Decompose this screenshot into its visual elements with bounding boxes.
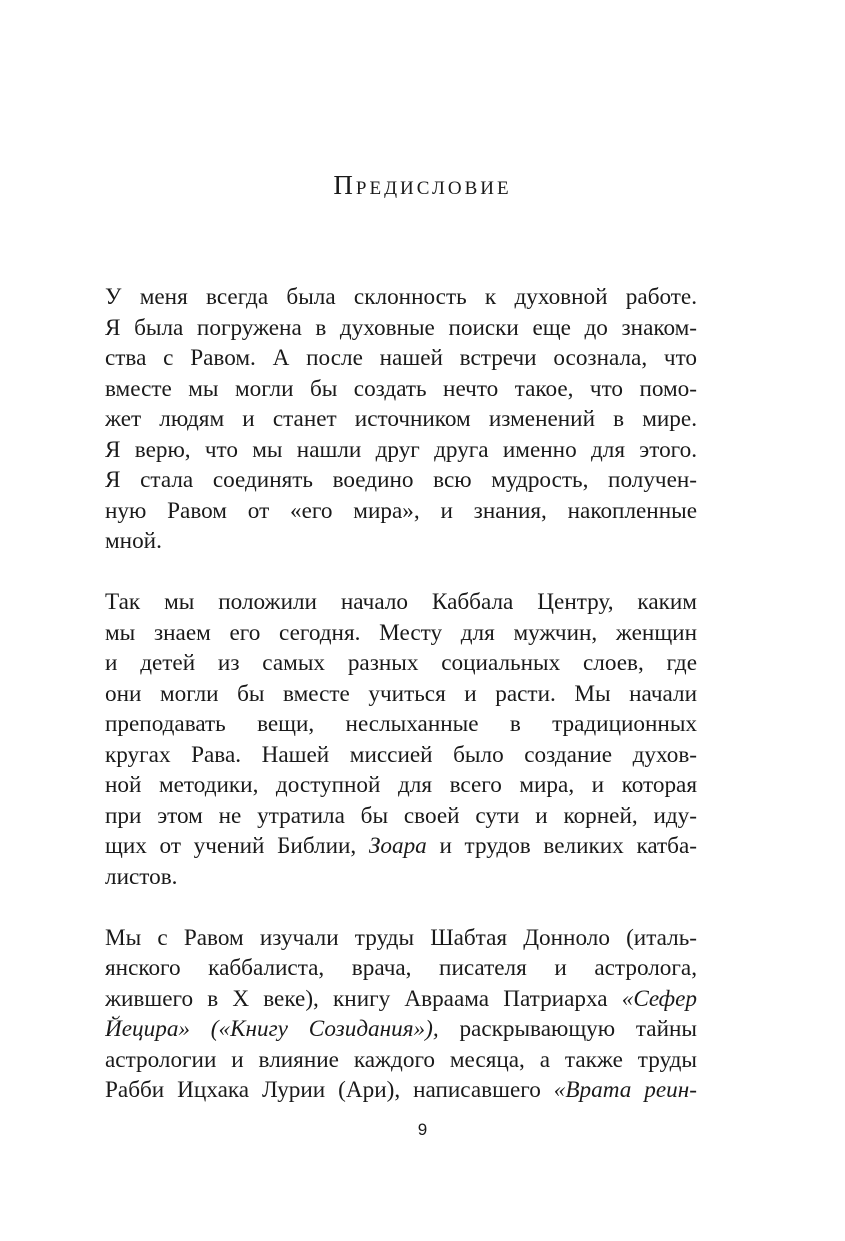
body-text — [105, 282, 697, 1106]
text-line: Рабби Ицхака Лурии (Ари), написавшего «Врата реин- — [105, 1077, 697, 1103]
text-line: Я была погружена в духовные поиски еще до знаком- — [105, 314, 697, 341]
text-line: жившего в X веке), книгу Авраама Патриарха «Сефер — [105, 985, 697, 1012]
text-line: они могли бы вместе учиться и расти. Мы начали — [105, 680, 697, 707]
paragraph-gap — [105, 892, 697, 923]
text-line: преподавать вещи, неслыханные в традиционных — [105, 711, 697, 737]
text-line: астрологии и влияние каждого месяца, а также труды — [105, 1046, 697, 1073]
italic-title: «Врата реин- — [553, 1077, 697, 1103]
text-line: У меня всегда была склонность к духовной работе. — [105, 284, 697, 310]
text-line: ства с Равом. А после нашей встречи осознала, что — [105, 345, 697, 371]
italic-title: Йецира» («Книгу Созидания»), — [105, 1016, 439, 1042]
text-line: мы знаем его сегодня. Месту для мужчин, женщин — [105, 619, 697, 646]
text-line: и детей из самых разных социальных слоев, где — [105, 650, 697, 676]
text-line: ной методики, доступной для всего мира, и которая — [105, 772, 697, 798]
italic-title: Зоара — [368, 833, 427, 859]
paragraph-gap — [105, 557, 697, 588]
text-line: Мы с Равом изучали труды Шабтая Донноло (италь- — [105, 924, 697, 951]
text-line: при этом не утратила бы своей сути и корней, иду- — [105, 802, 697, 829]
text-line: Так мы положили начало Каббала Центру, каким — [105, 589, 697, 615]
chapter-title: Предисловие — [333, 170, 512, 200]
text-line: янского каббалиста, врача, писателя и астролога, — [105, 955, 697, 981]
text-line: жет людям и станет источником изменений в мире. — [105, 406, 697, 432]
text-line: кругах Рава. Нашей миссией было создание духов- — [105, 741, 697, 768]
text-line: Я стала соединять воедино всю мудрость, получен- — [105, 467, 697, 493]
text-line: Йецира» («Книгу Созидания»), раскрывающую тайны — [105, 1016, 697, 1042]
text-line: листов. — [105, 863, 178, 890]
text-line: мной. — [105, 528, 162, 554]
text-line: ную Равом от «его мира», и знания, накопленные — [105, 497, 697, 524]
italic-title: «Сефер — [621, 985, 697, 1012]
text-line: вместе мы могли бы создать нечто такое, что помо- — [105, 375, 697, 402]
text-line: щих от учений Библии, Зоара и трудов великих катба- — [105, 833, 697, 859]
page-number: 9 — [417, 1120, 428, 1139]
text-line: Я верю, что мы нашли друг друга именно для этого. — [105, 436, 697, 463]
